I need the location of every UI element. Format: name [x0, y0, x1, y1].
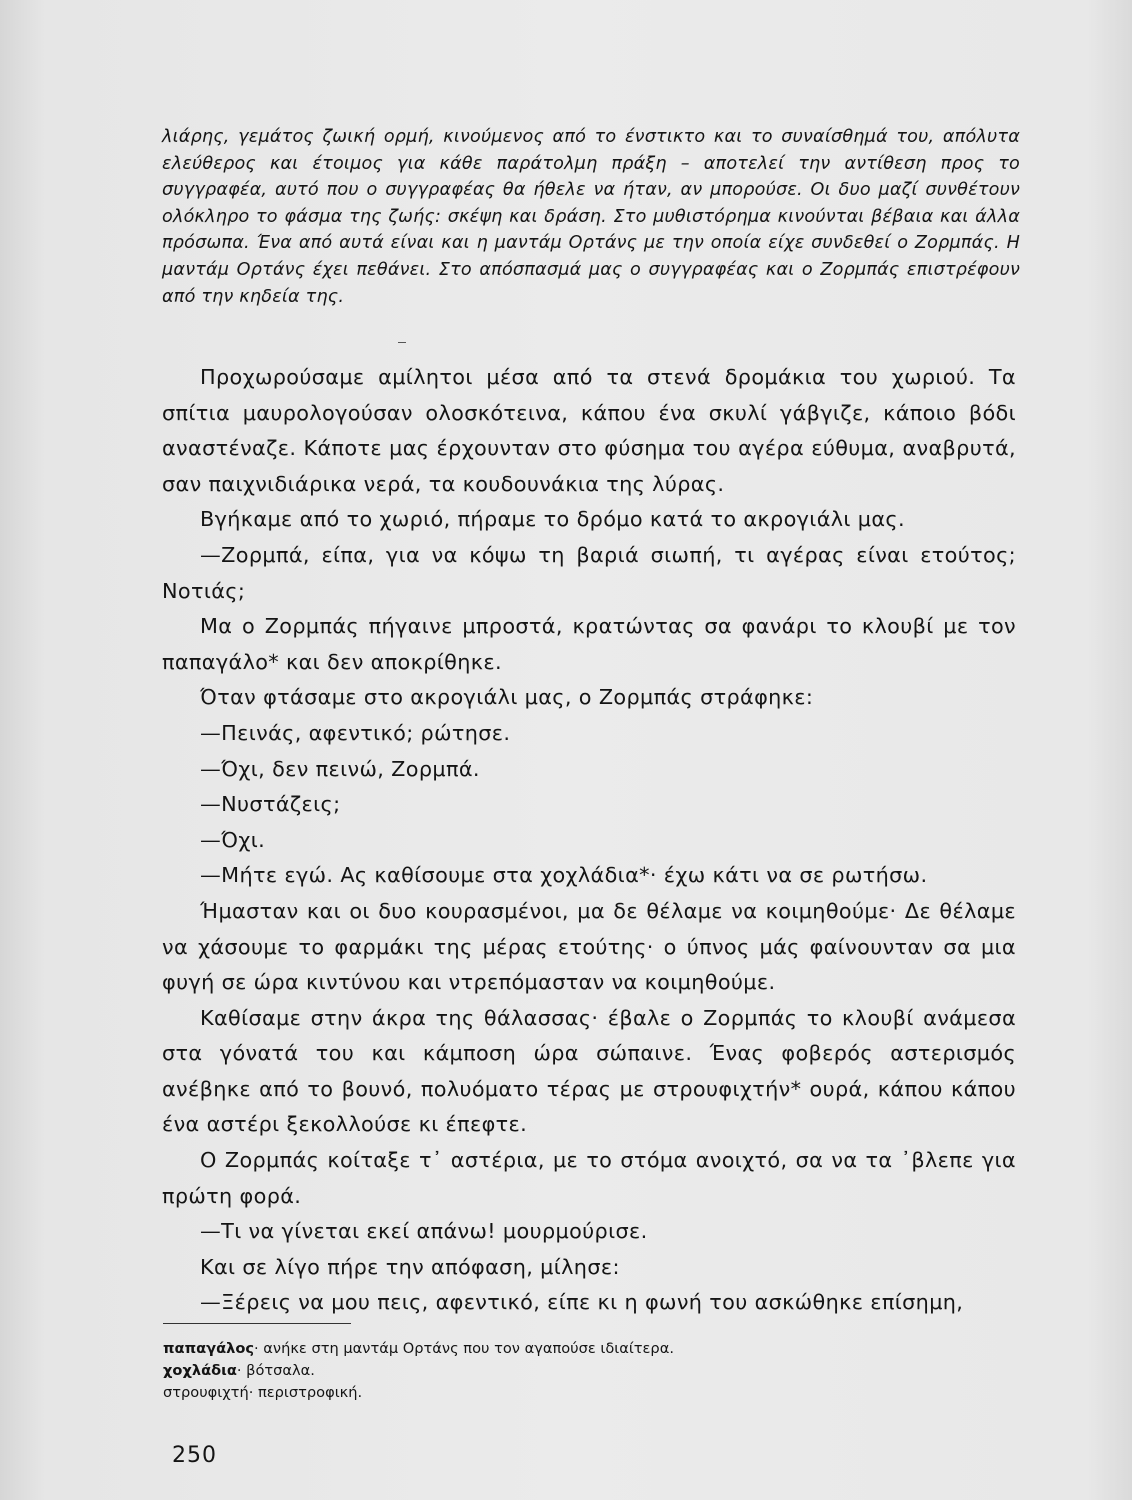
dialogue-line: —Ξέρεις να μου πεις, αφεντικό, είπε κι η φωνή του ασκώθηκε επίσημη,	[200, 1290, 964, 1315]
footnote-separator-mark: ·	[236, 1362, 242, 1379]
dialogue-line: —Όχι, δεν πεινώ, Ζορμπά.	[200, 756, 480, 781]
footnote	[163, 1338, 963, 1360]
paragraph: Μα ο Ζορμπάς πήγαινε μπροστά, κρατώντας σα φανάρι το κλουβί με τον παπαγάλο* και δεν αποκρίθηκε.	[162, 614, 1016, 674]
footnote	[163, 1382, 963, 1404]
dialogue-line: —Μήτε εγώ. Ας καθίσουμε στα χοχλάδια*· έχω κάτι να σε ρωτήσω.	[200, 863, 928, 888]
dialogue-line: —Πεινάς, αφεντικό; ρώτησε.	[200, 720, 511, 745]
footnotes	[163, 1338, 963, 1404]
paragraph: Ο Ζορμπάς κοίταξε τ᾿ αστέρια, με το στόμα ανοιχτό, σα να τα ᾿βλεπε για πρώτη φορά.	[162, 1148, 1016, 1208]
footnote-separator	[163, 1323, 351, 1324]
footnote-term: χοχλάδια	[163, 1362, 237, 1379]
paragraph: Προχωρούσαμε αμίλητοι μέσα από τα στενά δρομάκια του χωριού. Τα σπίτια μαυρολογούσαν ολοσκότεινα, κάπου ένα σκυλί γάβγιζε, κάποιο βόδι αναστέναζε. Κάποτε μας έρχουνταν στο φύσημα του αγέρα εύθυμα, αναβρυτά, σαν παιχνιδιάρικα νερά, τα κουδουνάκια της λύρας.	[162, 365, 1016, 496]
footnote-definition: ανήκε στη μαντάμ Ορτάνς που τον αγαπούσε ιδιαίτερα.	[258, 1340, 674, 1357]
footnote-separator-mark: ·	[248, 1384, 254, 1401]
paragraph: Ήμασταν και οι δυο κουρασμένοι, μα δε θέλαμε να κοιμηθούμε· Δε θέλαμε να χάσουμε το φαρμάκι της μέρας ετούτης· ο ύπνος μάς φαίνουνταν σα μια φυγή σε ώρα κιντύνου και ντρεπόμασταν να κοιμηθούμε.	[162, 898, 1016, 995]
footnote-term: στρουφιχτή	[163, 1384, 249, 1401]
intro-paragraph: λιάρης, γεμάτος ζωική ορμή, κινούμενος από το ένστικτο και το συναίσθημά του, απόλυτα ελεύθερος και έτοιμος για κάθε παράτολμη πράξη – αποτελεί την αντίθεση προς το συγγραφέα, αυτό που ο συγγραφέας θα ήθελε να ήταν, αν μπορούσε. Οι δυο μαζί συνθέτουν ολόκληρο το φάσμα της ζωής: σκέψη και δράση. Στο μυθιστόρημα κινούνται βέβαια και άλλα πρόσωπα. Ένα από αυτά είναι και η μαντάμ Ορτάνς με την οποία είχε συνδεθεί ο Ζορμπάς. Η μαντάμ Ορτάνς έχει πεθάνει. Στο απόσπασμά μας ο συγγραφέας και ο Ζορμπάς επιστρέφουν από την κηδεία της.	[162, 127, 1020, 307]
dialogue-line: —Όχι.	[200, 827, 266, 852]
main-text	[162, 360, 1016, 1321]
dialogue-line: —Ζορμπά, είπα, για να κόψω τη βαριά σιωπή, τι αγέρας είναι ετούτος; Νοτιάς;	[162, 542, 1016, 603]
footnote	[163, 1360, 963, 1382]
paragraph: Όταν φτάσαμε στο ακρογιάλι μας, ο Ζορμπάς στράφηκε:	[200, 685, 814, 710]
dialogue-line: —Τι να γίνεται εκεί απάνω! μουρμούρισε.	[200, 1219, 648, 1244]
section-divider	[398, 342, 406, 343]
footnote-term: παπαγάλος	[163, 1340, 255, 1357]
footnote-separator-mark: ·	[254, 1340, 259, 1357]
footnote-definition: περιστροφική.	[253, 1384, 363, 1401]
dialogue-line: —Νυστάζεις;	[200, 792, 341, 817]
page-number: 250	[172, 1443, 217, 1468]
footnote-definition: βότσαλα.	[241, 1362, 315, 1379]
paragraph: Βγήκαμε από το χωριό, πήραμε το δρόμο κατά το ακρογιάλι μας.	[200, 507, 905, 532]
paragraph: Και σε λίγο πήρε την απόφαση, μίλησε:	[200, 1254, 620, 1279]
paragraph: Καθίσαμε στην άκρα της θάλασσας· έβαλε ο Ζορμπάς το κλουβί ανάμεσα στα γόνατά του και κάμποση ώρα σώπαινε. Ένας φοβερός αστερισμός ανέβηκε από το βουνό, πολυόματο τέρας με στρουφιχτήν* ουρά, κάπου κάπου ένα αστέρι ξεκολλούσε κι έπεφτε.	[162, 1005, 1016, 1137]
